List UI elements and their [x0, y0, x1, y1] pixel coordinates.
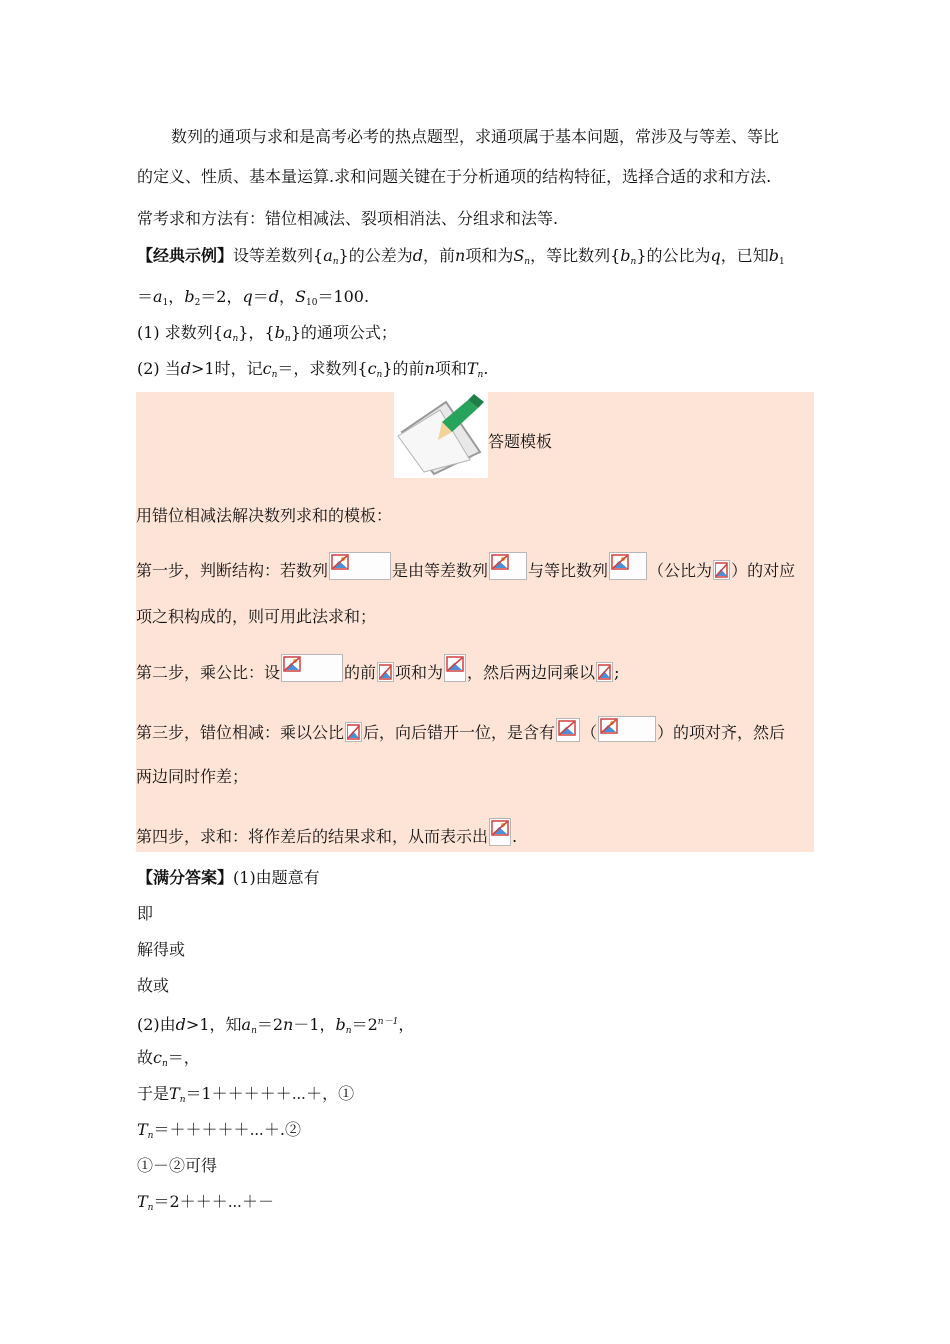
- answer-line-1: 【满分答案】(1)由题意有: [137, 868, 320, 887]
- formula-placeholder-icon: [556, 718, 580, 742]
- template-step-2: 第二步，乘公比：设 的前 项和为 ，然后两边同乘以 ;: [136, 654, 619, 683]
- answer-line-5: (2)由d>1，知$a_n=2n-1$，$b_n=2^{n-1}$，: [137, 1015, 415, 1036]
- answer-line-6: 故$c_n=$，: [137, 1048, 200, 1069]
- template-step-4: 第四步，求和：将作差后的结果求和，从而表示出 .: [136, 818, 517, 847]
- formula-placeholder-icon: [598, 716, 656, 742]
- intro-line-2: 的定义、性质、基本量运算.求和问题关键在于分析通项的结构特征，选择合适的求和方法.: [137, 167, 772, 186]
- template-intro: 用错位相减法解决数列求和的模板：: [136, 506, 393, 525]
- template-step-1-cont: 项之积构成的，则可用此法求和；: [136, 607, 377, 626]
- formula-placeholder-icon: [345, 722, 362, 742]
- example-tag: 【经典示例】: [137, 246, 234, 265]
- answer-tag: 【满分答案】: [137, 868, 234, 887]
- formula-placeholder-icon: [713, 560, 730, 580]
- answer-template-box: [136, 392, 814, 852]
- template-title: 答题模板: [488, 432, 553, 451]
- answer-line-8: $T_n=+++++\cdots+.②$: [137, 1120, 301, 1141]
- template-step-3-cont: 两边同时作差；: [136, 767, 249, 786]
- template-step-1: 第一步，判断结构：若数列 是由等差数列 与等比数列 （公比为 ）的对应: [136, 552, 795, 581]
- answer-line-4: 故或: [137, 976, 170, 995]
- formula-placeholder-icon: [444, 654, 466, 682]
- intro-line-1: 数列的通项与求和是高考必考的热点题型，求通项属于基本问题，常涉及与等差、等比: [171, 127, 780, 146]
- formula-placeholder-icon: [377, 662, 394, 682]
- answer-line-10: $T_n=2+++\cdots+-$: [137, 1192, 275, 1213]
- answer-line-3: 解得或: [137, 940, 186, 959]
- formula-placeholder-icon: [329, 552, 391, 580]
- formula-placeholder-icon: [281, 654, 343, 682]
- intro-line-3: 常考求和方法有：错位相减法、裂项相消法、分组求和法等.: [137, 209, 559, 228]
- formula-placeholder-icon: [489, 552, 527, 580]
- pencil-notepad-icon: [394, 392, 488, 478]
- formula-placeholder-icon: [609, 552, 647, 580]
- formula-placeholder-icon: [489, 818, 511, 846]
- example-line-1: 【经典示例】设等差数列$\{a_n\}$的公差为d，前n项和为$S_n$，等比数列$\{b_n\}$的公比为q，已知$b_1$: [137, 246, 785, 267]
- answer-line-9: ①－②可得: [137, 1156, 218, 1175]
- example-line-2: $=a_1$，$b_2=2$，q＝d，$S_{10}=100$.: [137, 287, 370, 308]
- answer-line-7: 于是$T_n=1+++++\cdots+$，①: [137, 1084, 355, 1105]
- question-2: (2) 当d>1时，记$c_n=$，求数列$\{c_n\}$的前n项和$T_n$.: [137, 359, 489, 380]
- formula-placeholder-icon: [596, 662, 613, 682]
- template-step-3: 第三步，错位相减：乘以公比 后，向后错开一位，是含有 （ ）的项对齐，然后: [136, 716, 785, 743]
- answer-line-2: 即: [137, 904, 154, 923]
- question-1: (1) 求数列$\{a_n\}$，$\{b_n\}$的通项公式；: [137, 323, 397, 344]
